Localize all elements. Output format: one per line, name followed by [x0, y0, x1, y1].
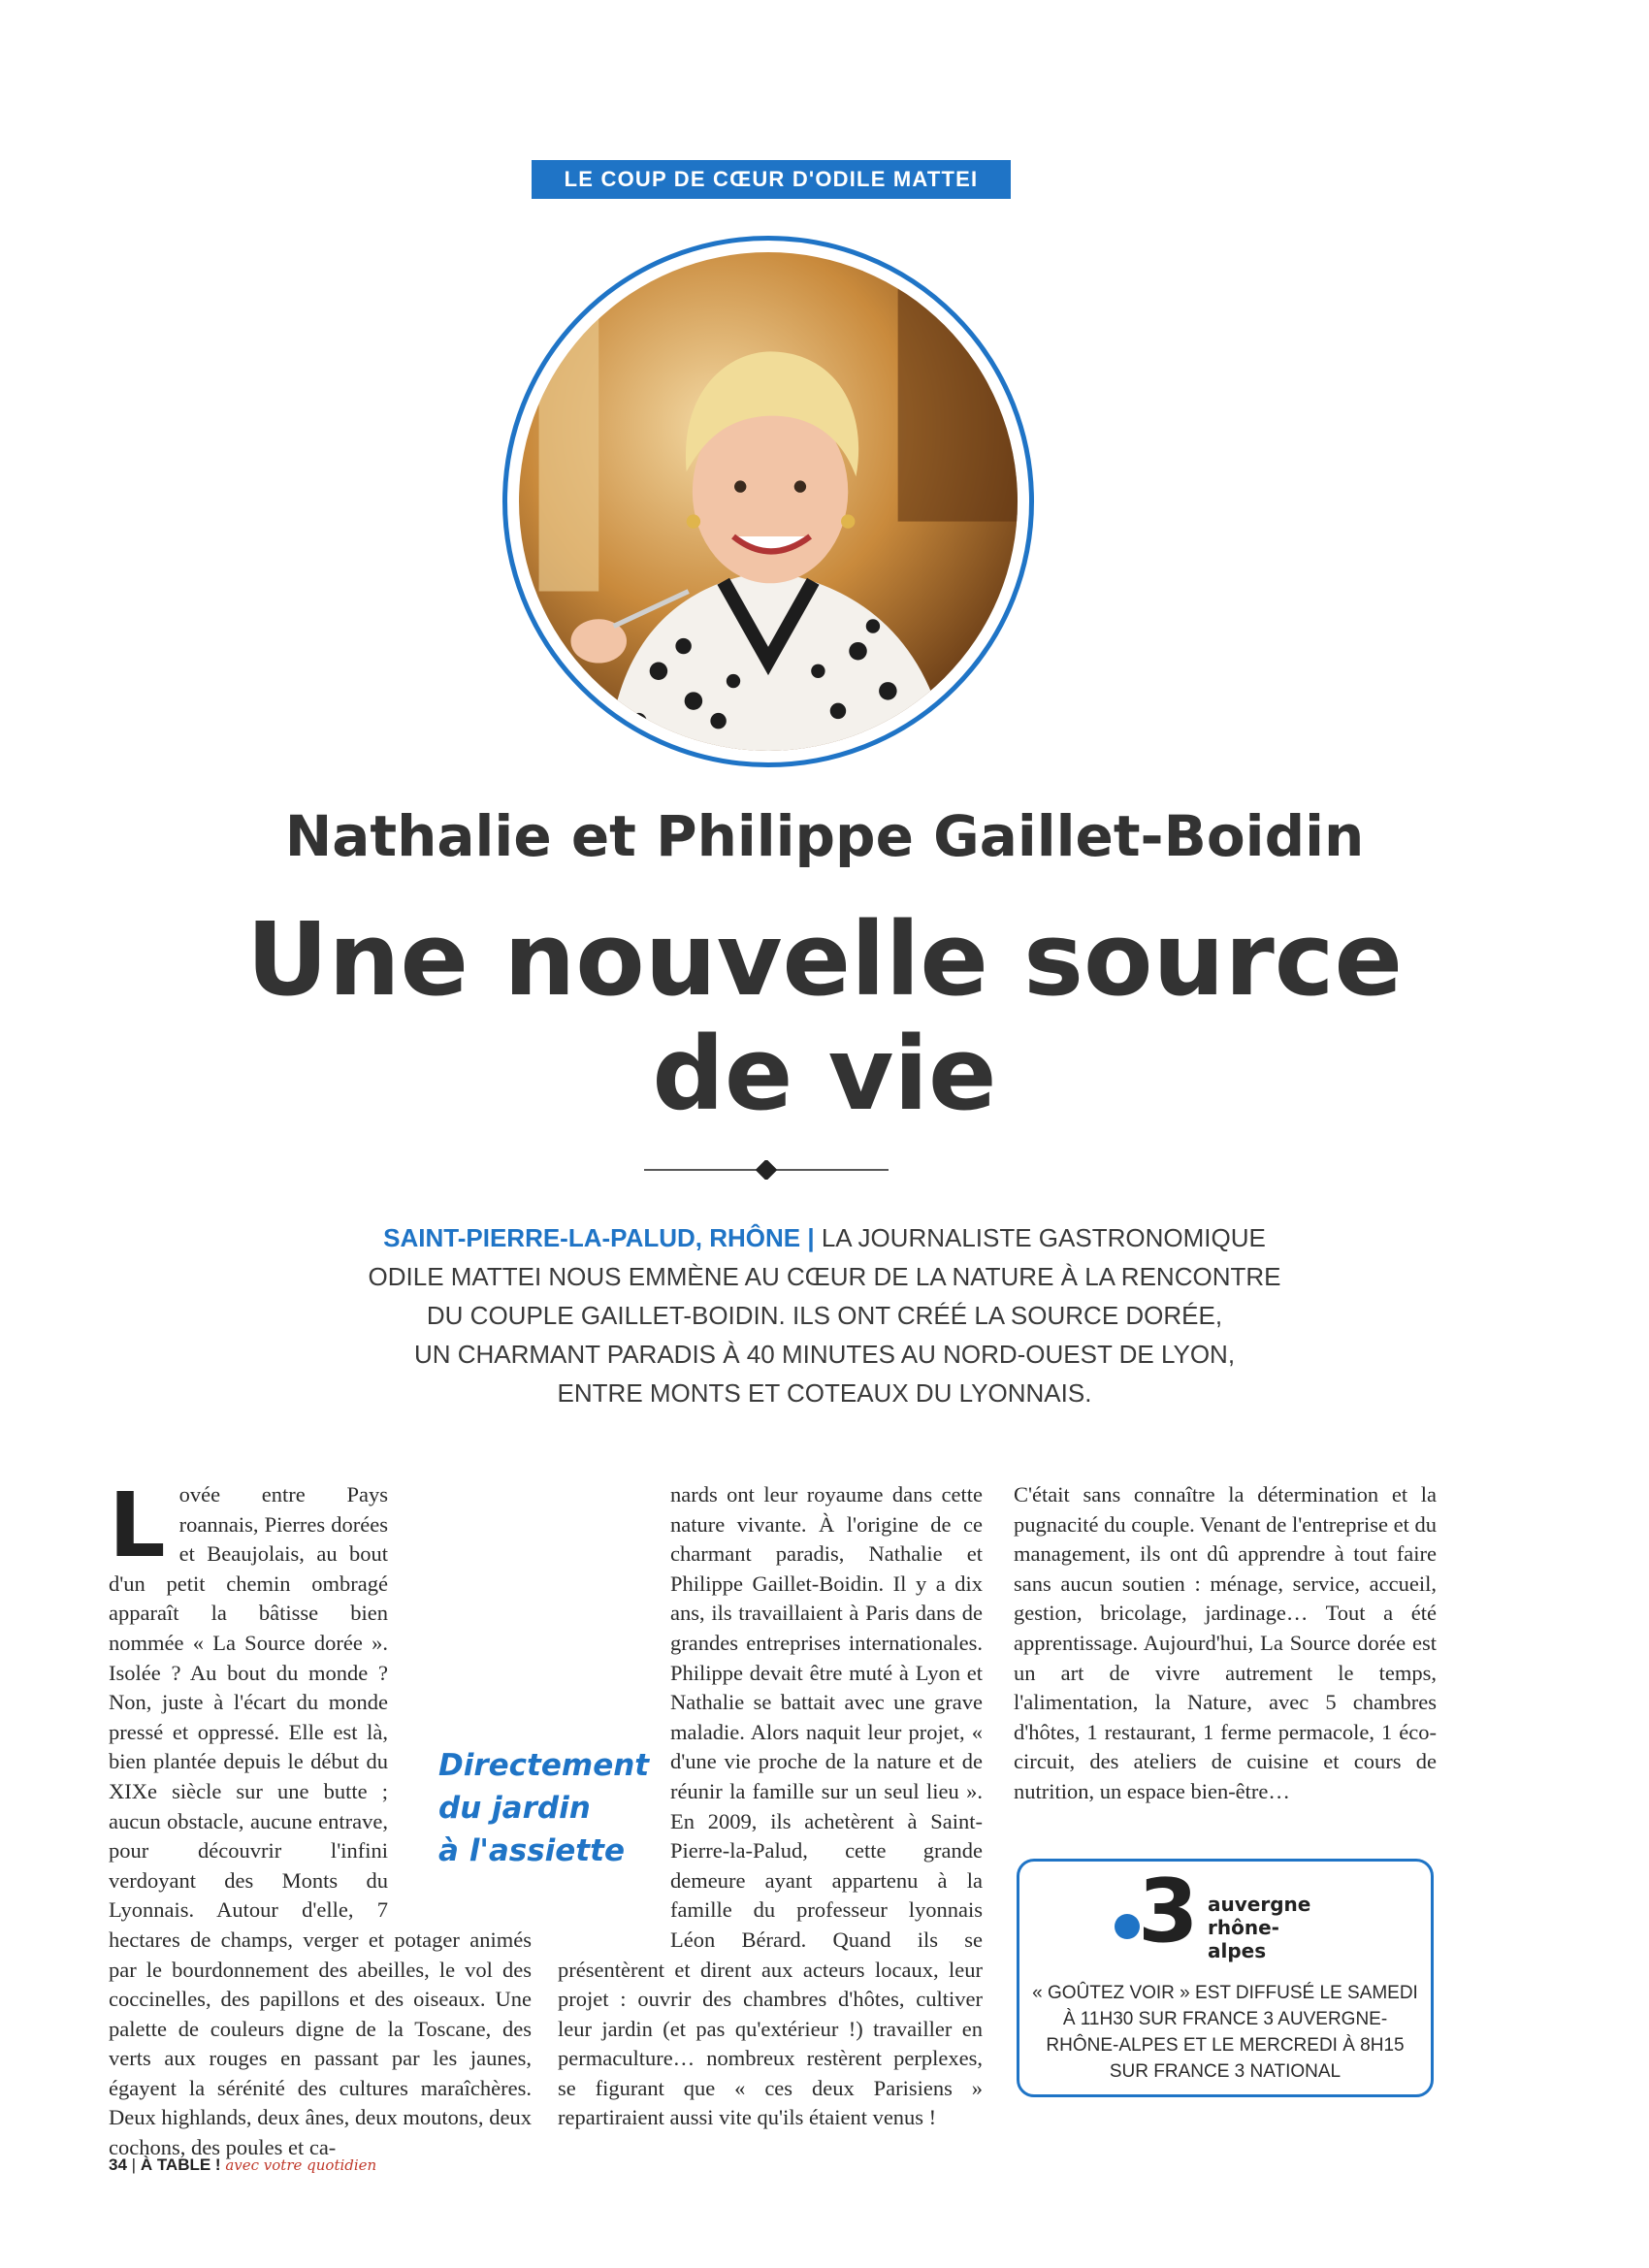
subject-names: Nathalie et Philippe Gaillet-Boidin [284, 803, 1365, 869]
channel-number: 3 [1138, 1861, 1199, 1962]
headline-line-2: de vie [652, 1015, 997, 1133]
broadcast-info: « GOÛTEZ VOIR » EST DIFFUSÉ LE SAMEDI À 11H30 SUR FRANCE 3 AUVERGNE-RHÔNE-ALPES ET LE MERCREDI À 8H15 SUR FRANCE 3 NATIONAL [1032, 1983, 1418, 2082]
article-column-3-text: C'était sans connaître la détermination et la pugnacité du couple. Venant de l'entreprise et du management, ils ont dû apprendre à tout faire sans aucun soutien : ménage, service, accueil, gestion, bricolage, jardinage… Tout a été apprentissage. Aujourd'hui, La Source dorée est un art de vivre autrement le temps, l'alimentation, la Nature, avec 5 chambres d'hôtes, 1 restaurant, 1 ferme permacole, 1 éco-circuit, des ateliers de cuisine et cours de nutrition, un espace bien-être… [1014, 1482, 1437, 1803]
magazine-tagline: avec votre quotidien [225, 2156, 377, 2174]
headline [146, 902, 1504, 1131]
article-column-2-text: nards ont leur royaume dans cette nature vivante. À l'origine de ce charmant paradis, Nathalie et Philippe Gaillet-Boidin. Il y a dix ans, ils travaillaient à Paris dans de grandes entreprises internationales. Philippe devait être muté à Lyon et Nathalie se battait avec une grave maladie. Alors naquit leur projet, « d'une vie proche de la nature et de réunir la famille sur un seul lieu ». En 2009, ils achetèrent à Saint-Pierre-la-Palud, cette grande demeure ayant appartenu à la famille du professeur lyonnais Léon Bérard. Quand ils se présentèrent et dirent aux acteurs locaux, leur projet : ouvrir des chambres d'hôtes, cultiver leur jardin (et pas qu'extérieur !) travailler en permaculture… nombreux restèrent perplexes, se figurant que « ces deux Parisiens » repartiraient aussi vite qu'ils étaient venus ! [558, 1482, 983, 2130]
diamond-divider [644, 1160, 889, 1180]
article-column-3 [1014, 1480, 1437, 1807]
lede [242, 1218, 1406, 1412]
lede-line-2: ODILE MATTEI NOUS EMMÈNE AU CŒUR DE LA NATURE À LA RENCONTRE [368, 1262, 1281, 1291]
portrait-image [519, 252, 1018, 751]
blue-dot-icon [1115, 1914, 1140, 1939]
lede-line-1-text: LA JOURNALISTE GASTRONOMIQUE [814, 1223, 1266, 1252]
portrait-photo [502, 236, 1034, 767]
footer-separator: | [131, 2155, 137, 2174]
headline-line-1: Une nouvelle source [246, 900, 1403, 1019]
section-tag: LE COUP DE CŒUR D'ODILE MATTEI [532, 160, 1011, 199]
magazine-name: À TABLE ! [140, 2155, 221, 2174]
channel-region [1208, 1893, 1338, 1962]
lede-line-1 [242, 1218, 1406, 1257]
page-footer [109, 2155, 376, 2175]
tv-broadcast-box [1017, 1859, 1434, 2097]
page-number: 34 [109, 2155, 127, 2174]
channel-region-line-1: auvergne [1208, 1893, 1311, 1916]
article-column-2 [558, 1480, 983, 2133]
france3-logo [1115, 1861, 1338, 1962]
drop-cap: L [109, 1474, 166, 1577]
lede-place: SAINT-PIERRE-LA-PALUD, RHÔNE | [383, 1223, 815, 1252]
lede-line-4: UN CHARMANT PARADIS À 40 MINUTES AU NORD-OUEST DE LYON, [413, 1340, 1236, 1369]
article-column-1-text: ovée entre Pays roannais, Pierres dorées et Beaujolais, au bout d'un petit chemin ombragé apparaît la bâtisse bien nommée « La Source dorée ». Isolée ? Au bout du monde ? Non, juste à l'écart du monde pressé et oppressé. Elle est là, bien plantée depuis le début du XIXe siècle sur une butte ; aucun obstacle, aucune entrave, pour découvrir l'infini verdoyant des Monts du Lyonnais. Autour d'elle, 7 hectares de champs, verger et potager animés par le bourdonnement des abeilles, le vol des coccinelles, des papillons et des oiseaux. Une palette de couleurs digne de la Toscane, des verts aux rouges en passant par les jaunes, égayent la sérénité des cultures maraîchères. Deux highlands, deux ânes, deux moutons, deux cochons, des poules et ca- [109, 1482, 532, 2160]
channel-region-line-2: rhône-alpes [1208, 1916, 1279, 1962]
pull-quote-line-1: Directement [438, 1748, 650, 1783]
pull-quote-line-3: à l'assiette [438, 1833, 625, 1868]
lede-line-3: DU COUPLE GAILLET-BOIDIN. ILS ONT CRÉÉ LA SOURCE DORÉE, [426, 1301, 1223, 1330]
lede-line-5: ENTRE MONTS ET COTEAUX DU LYONNAIS. [557, 1378, 1092, 1408]
pull-quote-line-2: du jardin [438, 1791, 591, 1826]
